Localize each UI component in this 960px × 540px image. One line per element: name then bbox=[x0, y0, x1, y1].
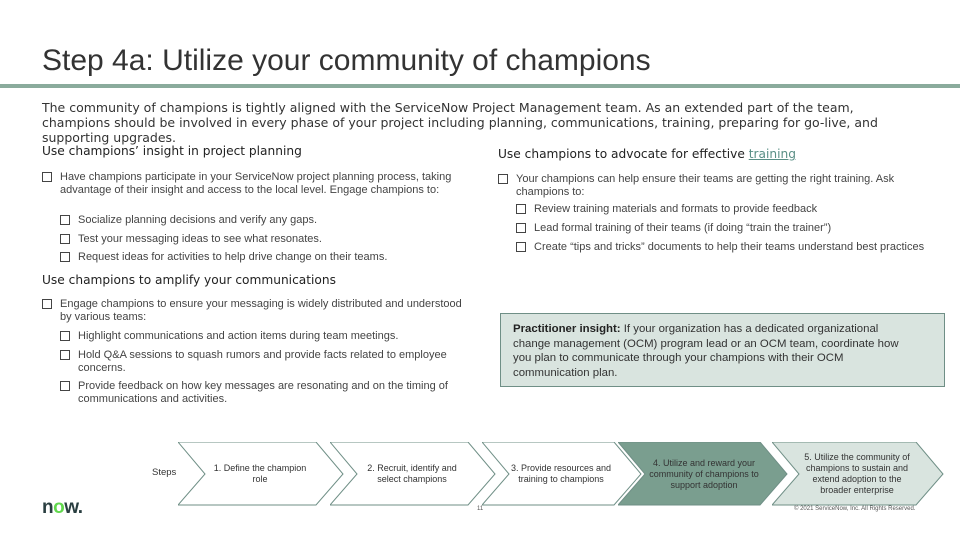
insight-text: Practitioner insight: If your organization has a dedicated organizational change management (OCM) program lead or an OCM team, coordinate how you plan to communicate through your champions with their OCM communication plan. bbox=[513, 323, 899, 379]
communications-heading: Use champions to amplify your communications bbox=[42, 273, 336, 287]
bullet-box-icon bbox=[42, 172, 52, 182]
planning-sub-item: Test your messaging ideas to see what resonates. bbox=[60, 233, 460, 246]
bullet-box-icon bbox=[60, 350, 70, 360]
training-sub-item: Create “tips and tricks” documents to help their teams understand best practices bbox=[516, 241, 926, 254]
step-1 bbox=[178, 442, 344, 506]
intro-paragraph: The community of champions is tightly aligned with the ServiceNow Project Management team. As an extended part of the team, champions should be involved in every phase of your project including planning, communications, training, preparing for go-live, and supporting upgrades. bbox=[42, 100, 878, 145]
communications-bullet: Engage champions to ensure your messaging is widely distributed and understood by various teams: bbox=[42, 298, 462, 324]
bullet-box-icon bbox=[516, 223, 526, 233]
step-label: 5. Utilize the community of champions to sustain and extend adoption to the broader enterprise bbox=[804, 452, 910, 495]
bullet-box-icon bbox=[60, 234, 70, 244]
title-divider bbox=[0, 84, 960, 88]
step-2 bbox=[330, 442, 496, 506]
servicenow-logo: now. bbox=[42, 497, 83, 518]
step-label: 4. Utilize and reward your community of champions to support adoption bbox=[649, 457, 759, 490]
bullet-box-icon bbox=[498, 174, 508, 184]
bullet-box-icon bbox=[516, 204, 526, 214]
planning-sub-item: Socialize planning decisions and verify any gaps. bbox=[60, 214, 460, 227]
step-4-active bbox=[618, 442, 788, 506]
communications-sub-item: Provide feedback on how key messages are resonating and on the timing of communications and activities. bbox=[60, 380, 485, 406]
bullet-box-icon bbox=[60, 252, 70, 262]
step-5 bbox=[772, 442, 944, 506]
bullet-box-icon bbox=[516, 242, 526, 252]
step-label: 1. Define the champion role bbox=[213, 463, 307, 484]
copyright: © 2021 ServiceNow, Inc. All Rights Reserved. bbox=[794, 506, 916, 512]
planning-heading: Use champions’ insight in project planning bbox=[42, 144, 302, 158]
training-heading: Use champions to advocate for effective training bbox=[498, 147, 796, 161]
training-bullet: Your champions can help ensure their teams are getting the right training. Ask champions to: bbox=[498, 173, 938, 199]
communications-sub-item: Hold Q&A sessions to squash rumors and provide facts related to employee concerns. bbox=[60, 349, 485, 375]
steps-label: Steps bbox=[152, 467, 177, 478]
bullet-box-icon bbox=[42, 299, 52, 309]
step-label: 2. Recruit, identify and select champions bbox=[367, 463, 457, 484]
training-sub-item: Review training materials and formats to provide feedback bbox=[516, 203, 926, 216]
bullet-box-icon bbox=[60, 381, 70, 391]
planning-bullet: Have champions participate in your ServiceNow project planning process, taking advantage of their insight and access to the local level. Engage champions to: bbox=[42, 171, 467, 197]
page-number: 11 bbox=[477, 506, 484, 512]
step-label: 3. Provide resources and training to champions bbox=[510, 463, 612, 484]
bullet-box-icon bbox=[60, 215, 70, 225]
training-link[interactable]: training bbox=[748, 147, 796, 161]
planning-sub-item: Request ideas for activities to help drive change on their teams. bbox=[60, 251, 470, 264]
page-title: Step 4a: Utilize your community of champions bbox=[42, 44, 651, 77]
training-sub-item: Lead formal training of their teams (if doing “train the trainer”) bbox=[516, 222, 926, 235]
bullet-box-icon bbox=[60, 331, 70, 341]
communications-sub-item: Highlight communications and action items during team meetings. bbox=[60, 330, 480, 343]
